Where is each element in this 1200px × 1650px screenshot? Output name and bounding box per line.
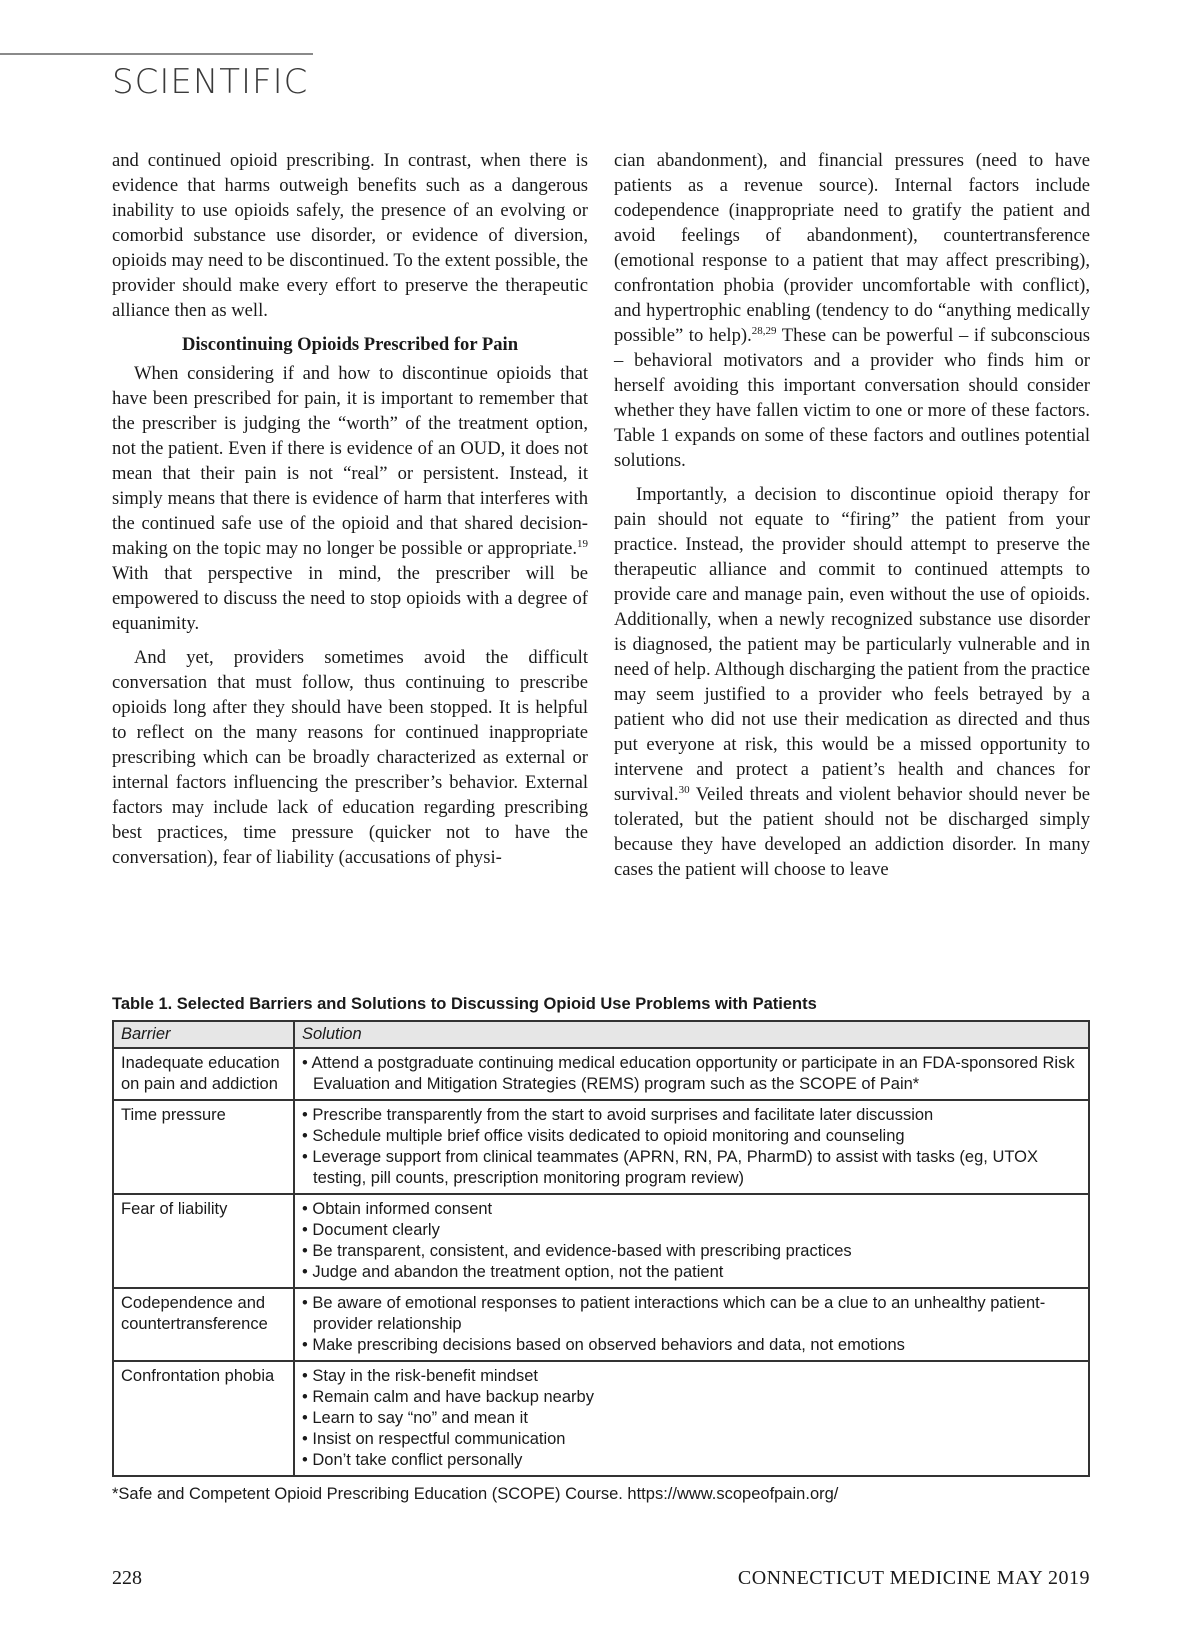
right-column bbox=[614, 148, 1090, 891]
barrier-cell: Time pressure bbox=[113, 1100, 294, 1194]
solution-cell bbox=[294, 1288, 1089, 1361]
solution-item: • Make prescribing decisions based on observed behaviors and data, not emotions bbox=[302, 1336, 905, 1354]
solution-item: • Schedule multiple brief office visits dedicated to opioid monitoring and counseling bbox=[302, 1127, 905, 1145]
table-header-row bbox=[113, 1021, 1089, 1048]
section-heading: Discontinuing Opioids Prescribed for Pain bbox=[181, 334, 519, 355]
solution-item: • Be transparent, consistent, and evidence-based with prescribing practices bbox=[302, 1242, 852, 1260]
solution-item: • Prescribe transparently from the start to avoid surprises and facilitate later discussion bbox=[302, 1106, 934, 1124]
barrier-cell: Confrontation phobia bbox=[113, 1361, 294, 1476]
solution-item: • Insist on respectful communication bbox=[302, 1430, 566, 1448]
left-column bbox=[112, 148, 588, 891]
barriers-table bbox=[112, 1020, 1090, 1477]
solution-item: • Attend a postgraduate continuing medical education opportunity or participate in an FDA-sponsored Risk Evaluation and Mitigation Strategies (REMS) program such as the SCOPE of Pain* bbox=[302, 1054, 1075, 1093]
solution-item: • Stay in the risk-benefit mindset bbox=[302, 1367, 538, 1385]
citation-ref: 19 bbox=[577, 537, 588, 550]
table-row bbox=[113, 1194, 1089, 1288]
article-body bbox=[112, 148, 1090, 891]
table-row bbox=[113, 1361, 1089, 1476]
solution-item: • Document clearly bbox=[302, 1221, 440, 1239]
solution-item: • Leverage support from clinical teammates (APRN, RN, PA, PharmD) to assist with tasks (eg, UTOX testing, pill counts, prescription monitoring program review) bbox=[302, 1148, 1038, 1187]
column-header-barrier: Barrier bbox=[113, 1021, 294, 1048]
citation-ref: 28,29 bbox=[751, 324, 777, 337]
column-header-solution: Solution bbox=[294, 1021, 1089, 1048]
solution-item: • Judge and abandon the treatment option, not the patient bbox=[302, 1263, 724, 1281]
solution-cell bbox=[294, 1100, 1089, 1194]
paragraph: Importantly, a decision to discontinue opioid therapy for pain should not equate to “firing” the patient from your practice. Instead, the provider should attempt to preserve the therapeutic alliance and commit to continued attempts to provide care and manage pain, even without the use of opioids. Additionally, when a newly recognized substance use disorder is diagnosed, the patient may be particularly vulnerable and in need of help. Although discharging the patient from the practice may seem justified to a provider who feels betrayed by a patient who did not use their medication as directed and thus put everyone at risk, this would be a missed opportunity to intervene and protect a patient’s health and chances for survival.$^{30}$ Veiled threats and violent behavior should never be tolerated, but the patient should not be discharged simply because they have developed an addiction disorder. In many cases the patient will choose to leave bbox=[614, 484, 1090, 880]
solution-cell bbox=[294, 1194, 1089, 1288]
table-row bbox=[113, 1100, 1089, 1194]
paragraph: cian abandonment), and financial pressures (need to have patients as a revenue source). Internal factors include codependence (inappropriate need to gratify the patient and avoid feelings of abandonment), countertransference (emotional response to a patient that may affect prescribing), confrontation phobia (provider uncomfortable with conflict), and hypertrophic enabling (tendency to do “anything medically possible” to help).$^{28,29}$ These can be powerful – if subconscious – behavioral motivators and a provider who finds him or herself avoiding this important conversation should consider whether they have fallen victim to one or more of these factors. Table 1 expands on some of these factors and outlines potential solutions. bbox=[614, 150, 1091, 471]
barrier-cell: Inadequate education on pain and addiction bbox=[113, 1048, 294, 1100]
solution-cell bbox=[294, 1048, 1089, 1100]
solution-item: • Don’t take conflict personally bbox=[302, 1451, 523, 1469]
solution-item: • Remain calm and have backup nearby bbox=[302, 1388, 594, 1406]
table-title: Table 1. Selected Barriers and Solutions to Discussing Opioid Use Problems with Patients bbox=[112, 995, 817, 1013]
barrier-cell: Codependence and countertransference bbox=[113, 1288, 294, 1361]
solution-item: • Learn to say “no” and mean it bbox=[302, 1409, 528, 1427]
section-label: SCIENTIFIC bbox=[112, 62, 309, 102]
barrier-cell: Fear of liability bbox=[113, 1194, 294, 1288]
paragraph: and continued opioid prescribing. In contrast, when there is evidence that harms outweigh benefits such as a dangerous inability to use opioids safely, the presence of an evolving or comorbid substance use disorder, or evidence of diversion, opioids may need to be discontinued. To the extent possible, the provider should make every effort to preserve the therapeutic alliance then as well. bbox=[112, 150, 588, 321]
page-number: 228 bbox=[112, 1567, 142, 1589]
solution-item: • Obtain informed consent bbox=[302, 1200, 493, 1218]
table-row bbox=[113, 1048, 1089, 1100]
solution-cell bbox=[294, 1361, 1089, 1476]
paragraph: And yet, providers sometimes avoid the difficult conversation that must follow, thus continuing to prescribe opioids long after they should have been stopped. It is helpful to reflect on the many reasons for continued inappropriate prescribing which can be broadly characterized as external or internal factors influencing the prescriber’s behavior. External factors may include lack of education regarding prescribing best practices, time pressure (quicker not to have the conversation), fear of liability (accusations of physi- bbox=[112, 647, 588, 868]
solution-item: • Be aware of emotional responses to patient interactions which can be a clue to an unhealthy patient-provider relationship bbox=[302, 1294, 1046, 1333]
citation-ref: 30 bbox=[678, 783, 690, 796]
table-footnote: *Safe and Competent Opioid Prescribing Education (SCOPE) Course. https://www.scopeofpain.org/ bbox=[112, 1485, 839, 1503]
table-row bbox=[113, 1288, 1089, 1361]
paragraph: When considering if and how to discontinue opioids that have been prescribed for pain, it is important to remember that the prescriber is judging the “worth” of the treatment option, not the patient. Even if there is evidence of an OUD, it does not mean that their pain is not “real” or persistent. Instead, it simply means that there is evidence of harm that interferes with the continued safe use of the opioid and that shared decision-making on the topic may no longer be possible or appropriate.$^{19}$ With that perspective in mind, the prescriber will be empowered to discuss the need to stop opioids with a degree of equanimity. bbox=[112, 363, 588, 634]
header-rule bbox=[0, 53, 313, 55]
journal-footer: CONNECTICUT MEDICINE MAY 2019 bbox=[737, 1567, 1090, 1589]
